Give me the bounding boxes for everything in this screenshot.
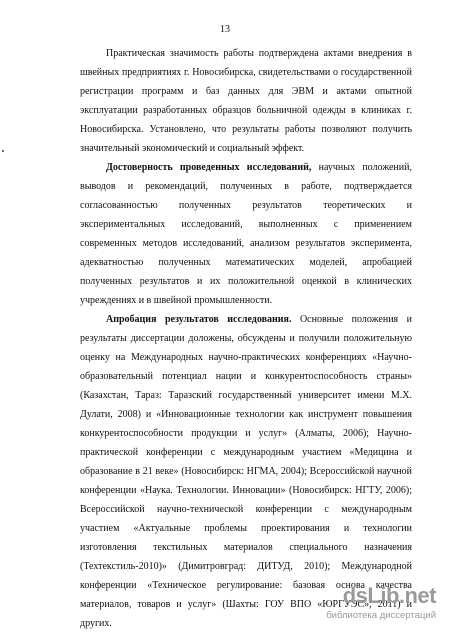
paragraph-text: Основные положения и результаты диссертации доложены, обсуждены и получили положительную оценку на Международных научно-практических конференциях «Научно-образовательный потенциал нации и конкурентоспособность страны» (Казахстан, Тараз: Таразский государственный университет имени М.Х. Дулати, 2008) и «Инновационные технологии как инструмент повышения конкурентоспособности продукции и услуг» (Алматы, 2006); Научно-практической конференции с международным участием «Медицина и образование в 21 веке» (Новосибирск: НГМА, 2004); Всероссийской научной конференции «Наука. Технологии. Инновации» (Новосибирск: НГТУ, 2006); Всероссийской научно-технической конференции с международным участием «Актуальные проблемы проектирования и технологии изготовления текстильных материалов специального назначения (Техтекстиль-2010)» (Димитровград: ДИТУД, 2010); Международной конференции «Техническое регулирование: базовая основа качества материалов, товаров и услуг» (Шахты: ГОУ ВПО «ЮРГУЭС», 2011) и других.	[80, 314, 412, 629]
document-body	[80, 44, 412, 633]
watermark-caption: библиотека диссертаций	[326, 610, 436, 621]
page-number: 13	[220, 24, 230, 35]
paragraph-lead: Апробация результатов исследования.	[106, 314, 292, 325]
paragraph-reliability	[80, 158, 412, 310]
watermark-logo: dsLib.net	[342, 583, 436, 608]
paragraph-text: Практическая значимость работы подтверждена актами внедрения в швейных предприятиях г. Новосибирска, свидетельствами о государственной регистрации программ и баз данных для ЭВМ и актами опытной эксплуатации разработанных образцов больничной одежды в клиниках г. Новосибирска. Установлено, что результаты работы позволяют получить значительный экономический и социальный эффект.	[80, 48, 412, 154]
paragraph-text: научных положений, выводов и рекомендаций, полученных в работе, подтверждается согласованностью полученных результатов теоретических и экспериментальных исследований, выполненных с применением современных методов исследований, анализом результатов эксперимента, адекватностью полученных математических моделей, апробацией полученных результатов и их положительной оценкой в клинических учреждениях и в швейной промышленности.	[80, 162, 412, 306]
watermark	[324, 583, 436, 623]
scan-speck	[2, 150, 4, 152]
paragraph-lead: Достоверность проведенных исследований,	[106, 162, 312, 173]
paragraph-practical-significance	[80, 44, 412, 158]
